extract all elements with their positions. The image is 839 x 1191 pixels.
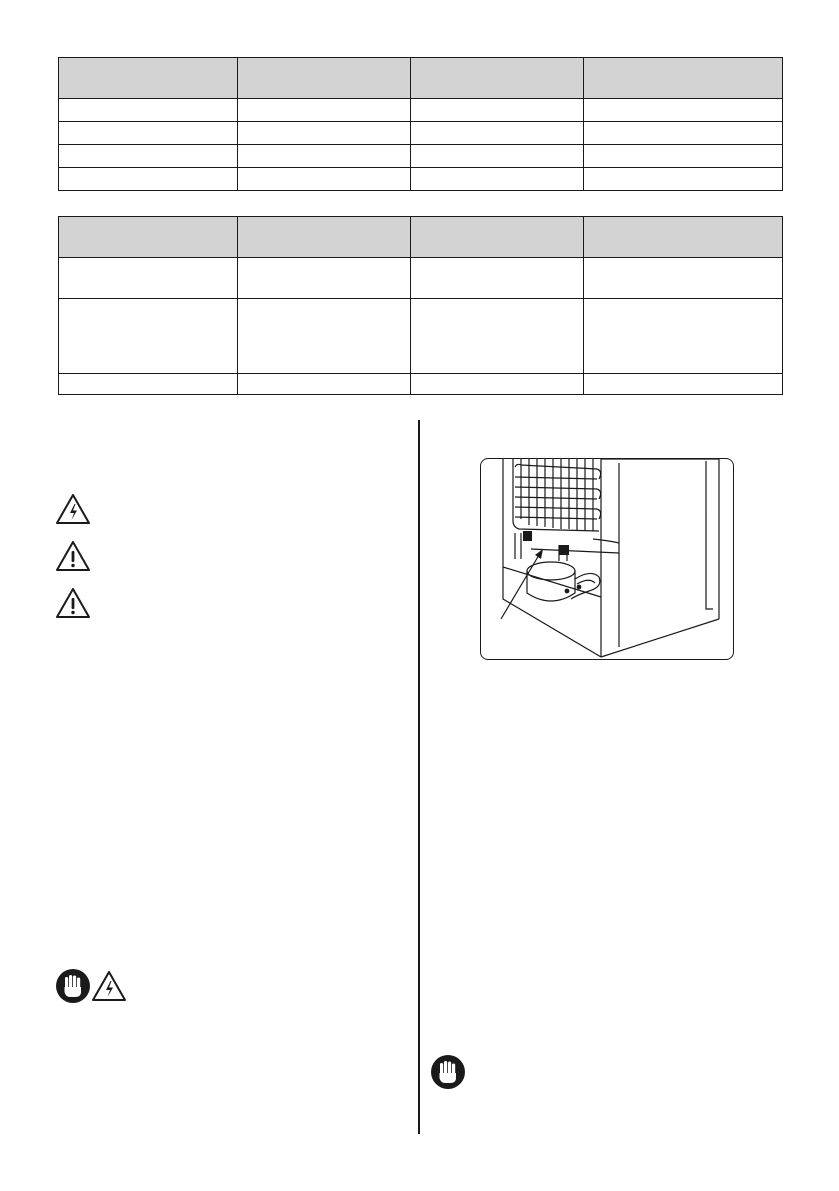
table-cell xyxy=(238,374,411,395)
electric-hazard-icon xyxy=(91,970,127,1002)
table-cell xyxy=(584,374,783,395)
table-cell xyxy=(59,122,238,145)
spec-table-2 xyxy=(58,216,783,395)
table-cell xyxy=(59,374,238,395)
table-cell xyxy=(59,145,238,168)
refrigerator-rear-illustration xyxy=(480,458,734,660)
table-cell xyxy=(59,258,238,299)
table-row xyxy=(59,145,783,168)
table-cell xyxy=(411,145,584,168)
table-cell xyxy=(59,299,238,374)
table-row xyxy=(59,168,783,191)
table-cell xyxy=(411,122,584,145)
table-row xyxy=(59,258,783,299)
stop-hand-icon xyxy=(55,968,91,1004)
table-cell xyxy=(238,299,411,374)
compressor-diagram xyxy=(481,459,734,660)
spec-table-1 xyxy=(58,57,783,191)
table-row xyxy=(59,299,783,374)
table-cell xyxy=(411,258,584,299)
table-cell xyxy=(411,99,584,122)
table-header-row xyxy=(59,58,783,99)
table-cell xyxy=(584,168,783,191)
table-header-cell xyxy=(411,217,584,258)
table-header-cell xyxy=(59,58,238,99)
electric-hazard-icon xyxy=(55,493,91,525)
table-header-cell xyxy=(238,58,411,99)
table-cell xyxy=(59,168,238,191)
table-cell xyxy=(411,299,584,374)
table-header-row xyxy=(59,217,783,258)
table-header-cell xyxy=(59,217,238,258)
table-cell xyxy=(238,258,411,299)
table-cell xyxy=(584,122,783,145)
table-cell xyxy=(411,168,584,191)
warning-icon xyxy=(55,540,91,572)
table-header-cell xyxy=(584,58,783,99)
table-header-cell xyxy=(584,217,783,258)
table-cell xyxy=(584,258,783,299)
table-header-cell xyxy=(411,58,584,99)
stop-hand-icon xyxy=(430,1054,466,1090)
table-row xyxy=(59,122,783,145)
table-cell xyxy=(584,99,783,122)
table-cell xyxy=(584,145,783,168)
table-header-cell xyxy=(238,217,411,258)
table-cell xyxy=(584,299,783,374)
table-cell xyxy=(238,145,411,168)
table-cell xyxy=(238,168,411,191)
column-divider xyxy=(418,420,420,1134)
table-cell xyxy=(238,122,411,145)
table-cell xyxy=(411,374,584,395)
table-row xyxy=(59,374,783,395)
table-cell xyxy=(59,99,238,122)
table-cell xyxy=(238,99,411,122)
table-row xyxy=(59,99,783,122)
warning-icon xyxy=(55,587,91,619)
